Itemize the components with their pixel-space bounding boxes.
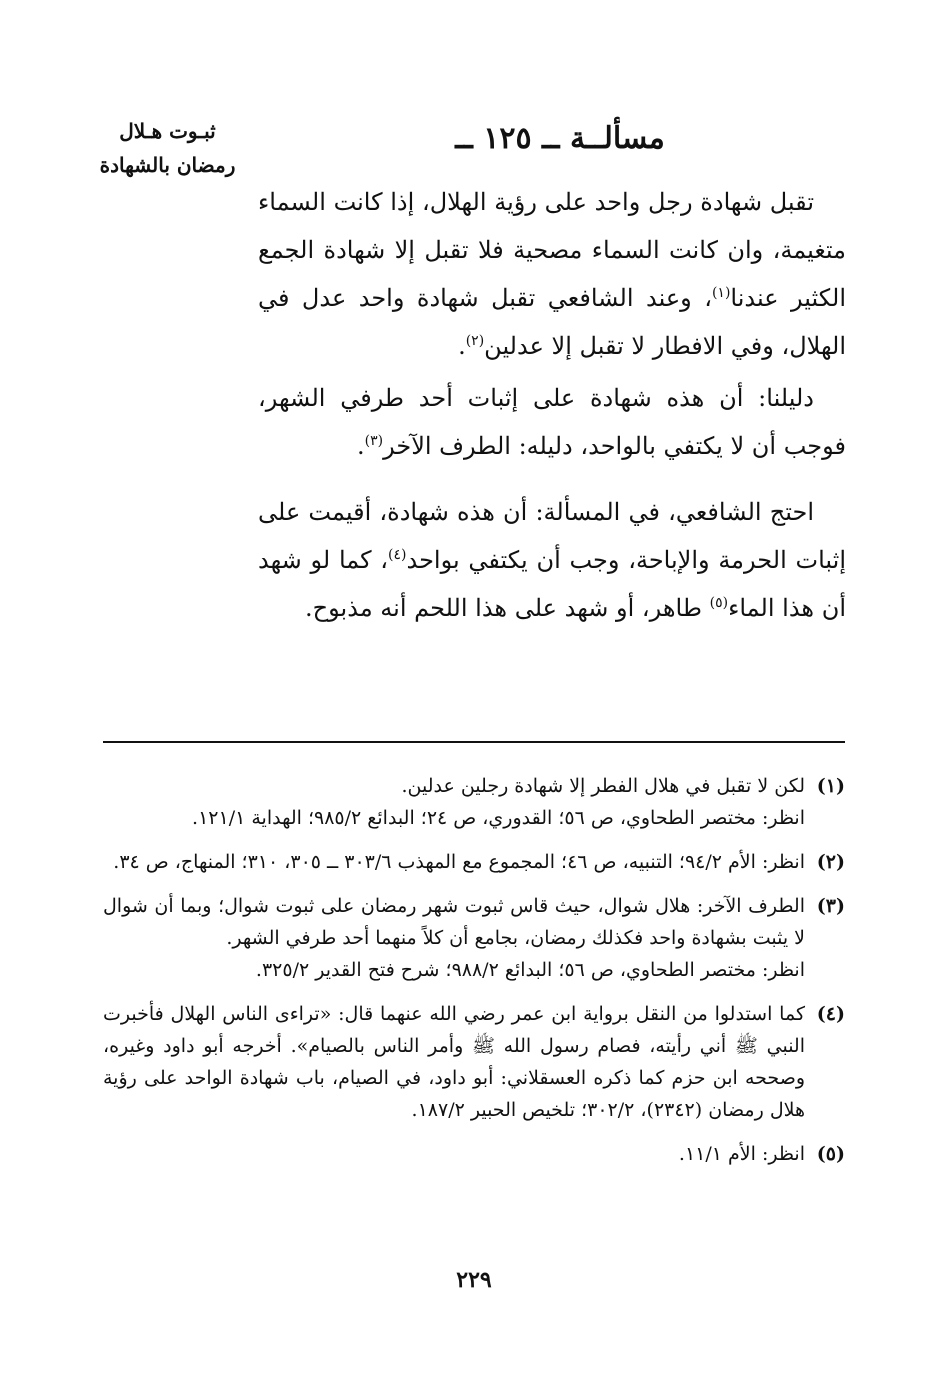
footnote	[103, 1138, 845, 1170]
paragraph-text: .	[458, 332, 466, 360]
page-number: ٢٢٩	[456, 1267, 492, 1293]
main-paragraph	[258, 488, 846, 632]
footnote-body	[103, 770, 805, 834]
paragraph-text: تقبل شهادة رجل واحد على رؤية الهلال، إذا كانت السماء متغيمة، وان كانت السماء مصحية فلا تقبل إلا شهادة الجمع الكثير عندنا	[258, 188, 846, 312]
footnotes-section	[103, 770, 845, 1182]
footnote-line: انظر: الأم ١١/١.	[678, 1143, 805, 1165]
margin-note	[80, 114, 255, 182]
footnote-line: لكن لا تقبل في هلال الفطر إلا شهادة رجلين عدلين.	[401, 775, 805, 797]
footnote	[103, 770, 845, 834]
footnote-ref: (٣)	[364, 433, 384, 449]
footnote-line: كما استدلوا من النقل برواية ابن عمر رضي الله عنهما قال: «تراءى الناس الهلال فأخبرت النبي ﷺ أني رأيته، فصام رسول الله ﷺ وأمر الناس بالصيام». أخرجه أبو داود وغيره، وصححه ابن حزم كما ذكره العسقلاني: أبو داود، في الصيام، باب شهادة الواحد على رؤية هلال رمضان (٢٣٤٢)، ٣٠٢/٢؛ تلخيص الحبير ١٨٧/٢.	[103, 1003, 805, 1121]
footnote-line: الطرف الآخر: هلال شوال، حيث قاس ثبوت شهر رمضان على ثبوت شوال؛ وبما أن شوال لا يثبت بشهادة واحد فكذلك رمضان، بجامع أن كلاً منهما أحد طرفي الشهر.	[103, 895, 805, 949]
margin-note-line: ثبـوت هـلال	[119, 119, 216, 143]
main-paragraph	[258, 374, 846, 470]
footnote-ref: (٢)	[465, 333, 485, 349]
footnote-ref: (٤)	[388, 547, 407, 563]
paragraph-text: ، وعند الشافعي تقبل شهادة واحد عدل في الهلال، وفي الافطار لا تقبل إلا عدلين	[258, 284, 846, 360]
footnote	[103, 890, 845, 986]
footnote-line: انظر: مختصر الطحاوي، ص ٥٦؛ البدائع ٩٨٨/٢؛ شرح فتح القدير ٣٢٥/٢.	[255, 959, 805, 981]
footnote-number: (٥)	[816, 1143, 845, 1165]
footnote-divider	[103, 741, 845, 743]
footnote-ref: (١)	[711, 285, 731, 301]
paragraph-text: احتج الشافعي، في المسألة: أن هذه شهادة، أقيمت على إثبات الحرمة والإباحة، وجب أن يكتفي بواحد	[258, 498, 846, 574]
footnote-ref: (٥)	[709, 595, 729, 611]
footnote-body	[103, 1138, 805, 1170]
footnote	[103, 998, 845, 1126]
paragraph-text: دليلنا: أن هذه شهادة على إثبات أحد طرفي الشهر، فوجب أن لا يكتفي بالواحد، دليله: الطرف الآخر	[258, 384, 846, 460]
footnote-number: (٤)	[816, 1003, 845, 1025]
footnote-number: (٢)	[816, 851, 845, 873]
footnote-line: انظر: مختصر الطحاوي، ص ٥٦؛ القدوري، ص ٢٤؛ البدائع ٩٨٥/٢؛ الهداية ١٢١/١.	[192, 807, 805, 829]
margin-note-line: رمضان بالشهادة	[99, 153, 236, 177]
footnote-number: (١)	[816, 775, 845, 797]
footnote-body	[103, 890, 805, 986]
footnote-body	[103, 998, 805, 1126]
footnote	[103, 846, 845, 878]
footnote-line: انظر: الأم ٩٤/٢؛ التنبيه، ص ٤٦؛ المجموع مع المهذب ٣٠٣/٦ ــ ٣٠٥، ٣١٠؛ المنهاج، ص ٣٤.	[113, 851, 805, 873]
main-paragraph	[258, 178, 846, 370]
footnote-number: (٣)	[816, 895, 845, 917]
paragraph-text: ، كما لو شهد أن هذا الماء	[258, 546, 846, 622]
footnote-body	[103, 846, 805, 878]
paragraph-text: .	[357, 432, 365, 460]
paragraph-text: طاهر، أو شهد على هذا اللحم أنه مذبوح.	[305, 594, 710, 622]
section-title: مسألــة ــ ١٢٥ ــ	[455, 121, 665, 156]
